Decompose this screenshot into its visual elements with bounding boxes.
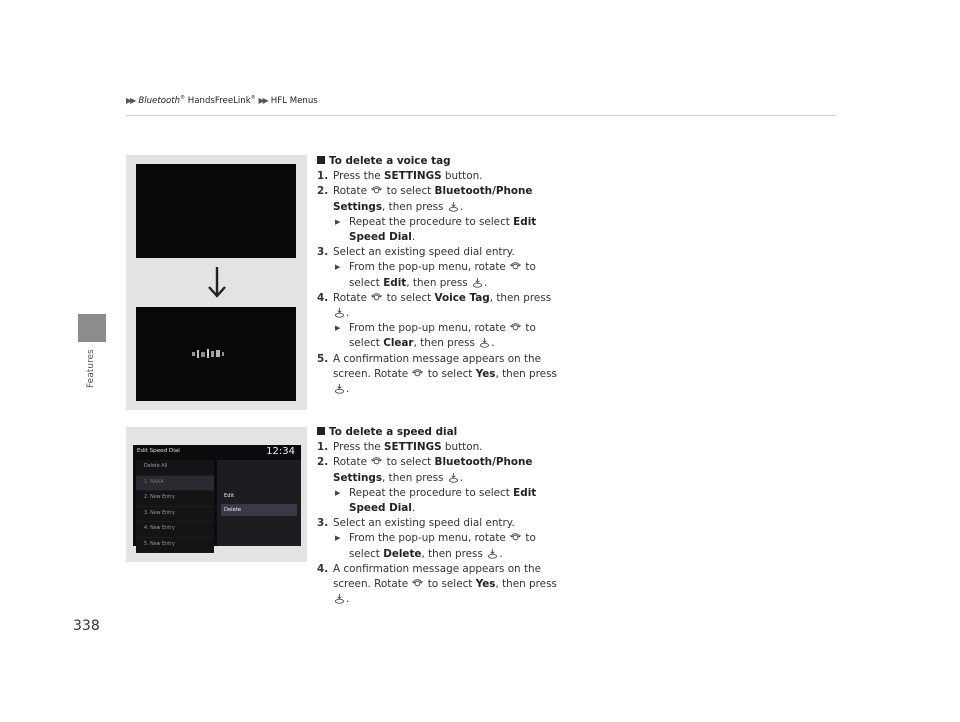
- speed-dial-screenshot-panel: [126, 427, 307, 562]
- section-heading: To delete a speed dial: [317, 425, 577, 440]
- interface-dial-rotate-icon: [510, 261, 521, 272]
- interface-dial-press-icon: [448, 201, 459, 212]
- triangle-right-icon: ▶: [335, 263, 341, 272]
- step-4: 4. Rotate to select Voice Tag, then press .: [317, 291, 552, 320]
- square-bullet-icon: [317, 427, 325, 435]
- step-2: 2. Rotate to select Bluetooth/Phone Settings, then press .: [317, 456, 533, 484]
- list-item[interactable]: 4. New Entry: [136, 522, 214, 538]
- interface-dial-rotate-icon: [510, 322, 521, 333]
- step-3-sub: ▶ From the pop-up menu, rotate to select Delete, then press .: [335, 532, 536, 560]
- step-1: 1. Press the SETTINGS button.: [317, 170, 483, 183]
- down-arrow-icon: [202, 265, 232, 299]
- triangle-right-icon: ▶: [335, 488, 341, 497]
- interface-dial-press-icon: [479, 337, 490, 348]
- double-triangle-right-icon: ▶▶: [258, 95, 267, 105]
- section-heading: To delete a voice tag: [317, 154, 577, 169]
- voice-tag-screenshot-panel: [126, 155, 307, 410]
- step-2-sub: ▶ Repeat the procedure to select Edit Speed Dial.: [335, 486, 537, 515]
- square-bullet-icon: [317, 156, 325, 164]
- step-1: 1. Press the SETTINGS button.: [317, 441, 483, 454]
- edit-speed-dial-screen: [133, 445, 301, 546]
- breadcrumb-reg-mark-2: ®: [250, 95, 256, 101]
- speed-dial-list: [136, 460, 214, 553]
- step-2-sub: ▶ Repeat the procedure to select Edit Speed Dial.: [335, 215, 537, 244]
- section-delete-speed-dial: [317, 425, 577, 607]
- triangle-right-icon: ▶: [335, 324, 341, 333]
- page-number: 338: [73, 618, 100, 634]
- interface-dial-press-icon: [334, 307, 345, 318]
- popup-menu: [217, 460, 301, 546]
- chapter-tab: [78, 314, 106, 342]
- list-item[interactable]: 3. New Entry: [136, 507, 214, 523]
- step-3: 3. Select an existing speed dial entry.: [317, 517, 515, 530]
- screen-glyph-graphic: [190, 347, 240, 361]
- popup-option-delete[interactable]: Delete: [221, 504, 297, 516]
- screen-title: Edit Speed Dial: [137, 448, 180, 454]
- section-delete-voice-tag: [317, 154, 577, 397]
- interface-dial-press-icon: [487, 548, 498, 559]
- step-4-sub: ▶ From the pop-up menu, rotate to select Clear, then press .: [335, 322, 536, 350]
- breadcrumb-bluetooth: Bluetooth: [138, 95, 181, 106]
- step-5: 5. A confirmation message appears on the screen. Rotate to select Yes, then press .: [317, 352, 557, 396]
- step-4: 4. A confirmation message appears on the screen. Rotate to select Yes, then press .: [317, 562, 557, 606]
- screen-clock: 12:34: [266, 446, 295, 457]
- step-2: 2. Rotate to select Bluetooth/Phone Settings, then press .: [317, 185, 533, 213]
- interface-dial-rotate-icon: [371, 292, 382, 303]
- chapter-label: Features: [86, 349, 96, 388]
- interface-dial-rotate-icon: [510, 532, 521, 543]
- header-rule: [126, 115, 836, 116]
- interface-dial-rotate-icon: [412, 578, 423, 589]
- list-item[interactable]: Delete All: [136, 460, 214, 476]
- interface-dial-press-icon: [334, 593, 345, 604]
- step-3-sub: ▶ From the pop-up menu, rotate to select Edit, then press .: [335, 261, 536, 289]
- step-3: 3. Select an existing speed dial entry.: [317, 246, 515, 259]
- breadcrumb-handsfreelink: HandsFreeLink: [185, 95, 251, 106]
- interface-dial-rotate-icon: [371, 456, 382, 467]
- interface-dial-press-icon: [472, 277, 483, 288]
- screen-after: [136, 307, 296, 401]
- screen-before: [136, 164, 296, 258]
- interface-dial-press-icon: [448, 472, 459, 483]
- triangle-right-icon: ▶: [335, 217, 341, 226]
- interface-dial-rotate-icon: [412, 368, 423, 379]
- interface-dial-rotate-icon: [371, 185, 382, 196]
- breadcrumb: [126, 95, 318, 106]
- list-item[interactable]: 5. New Entry: [136, 538, 214, 554]
- triangle-right-icon: ▶: [335, 534, 341, 543]
- popup-option-edit[interactable]: Edit: [224, 493, 235, 499]
- list-item[interactable]: 2. New Entry: [136, 491, 214, 507]
- breadcrumb-hfl-menus: HFL Menus: [270, 95, 318, 106]
- double-triangle-right-icon: ▶▶: [126, 95, 135, 105]
- list-item[interactable]: 1. AAAA: [136, 476, 214, 492]
- breadcrumb-reg-mark: ®: [180, 95, 186, 101]
- interface-dial-press-icon: [334, 383, 345, 394]
